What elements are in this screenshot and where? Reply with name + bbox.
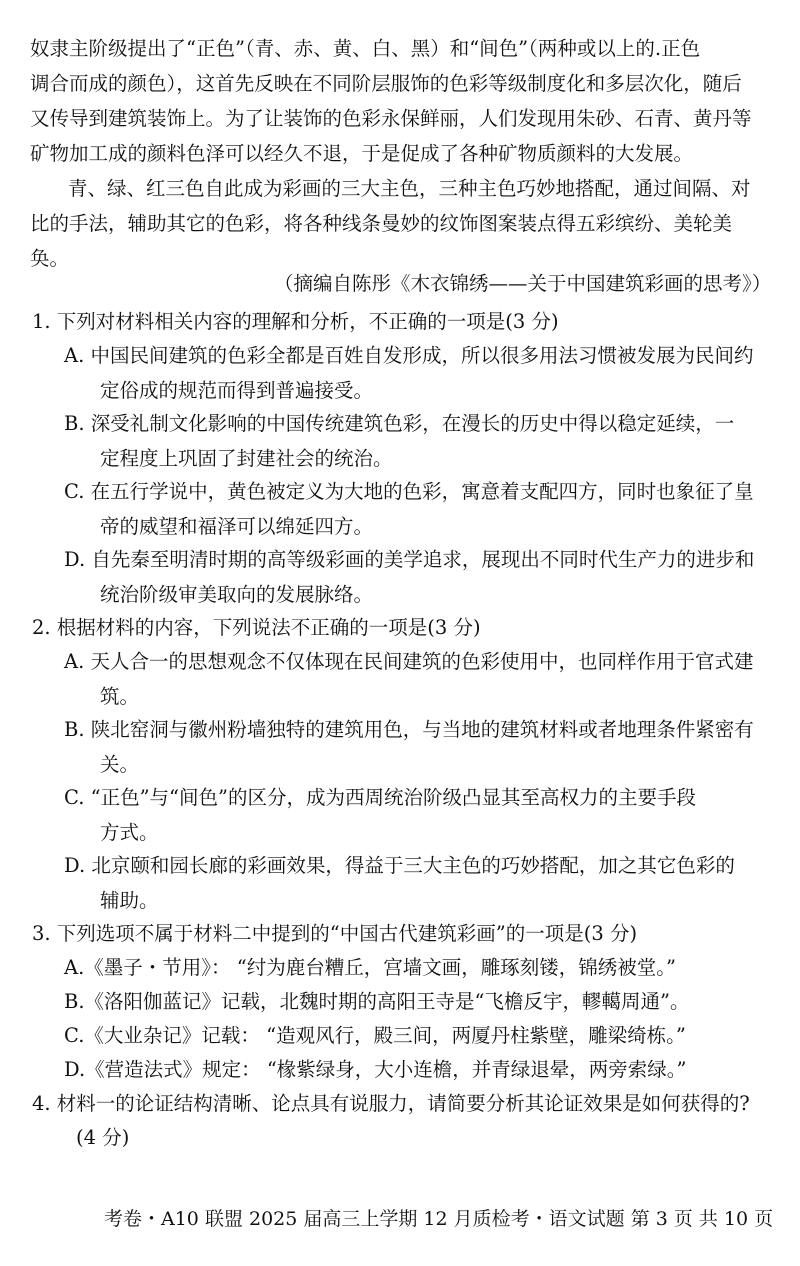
- question-stem: 4. 材料一的论证结构清晰、论点具有说服力，请简要分析其论证效果是如何获得的?: [32, 1092, 750, 1115]
- passage-line: 比的手法，辅助其它的色彩，将各种线条曼妙的纹饰图案装点得五彩缤纷、美轮美: [30, 212, 733, 235]
- option-b: B. 深受礼制文化影响的中国传统建筑色彩，在漫长的历史中得以稳定延续，一: [64, 412, 735, 435]
- option-b-cont: 关。: [100, 753, 140, 776]
- option-a: A.《墨子・节用》： “纣为鹿台糟丘，宫墙文画，雕琢刻镂，锦绣被堂。”: [64, 956, 676, 979]
- question-stem: 1. 下列对材料相关内容的理解和分析，不正确的一项是(3 分): [32, 310, 559, 333]
- option-d: D. 北京颐和园长廊的彩画效果，得益于三大主色的巧妙搭配，加之其它色彩的: [64, 854, 735, 877]
- option-d: D. 自先秦至明清时期的高等级彩画的美学追求，展现出不同时代生产力的进步和: [64, 548, 755, 571]
- passage-line: 奴隶主阶级提出了“正色”（青、赤、黄、白、黑）和“间色”（两种或以上的.正色: [30, 37, 701, 60]
- passage-source: （摘编自陈彤《木衣锦绣——关于中国建筑彩画的思考》）: [274, 272, 772, 295]
- question-stem: 2. 根据材料的内容，下列说法不正确的一项是(3 分): [32, 616, 481, 639]
- passage-line: 矿物加工成的颜料色泽可以经久不退，于是促成了各种矿物质颜料的大发展。: [30, 142, 694, 165]
- option-c: C. “正色”与“间色”的区分，成为西周统治阶级凸显其至高权力的主要手段: [64, 786, 696, 809]
- page-footer: 考卷・A10 联盟 2025 届高三上学期 12 月质检考・语文试题 第 3 页 共 10 页: [104, 1208, 774, 1230]
- option-b-cont: 定程度上巩固了封建社会的统治。: [100, 447, 393, 470]
- passage-line: 青、绿、红三色自此成为彩画的三大主色，三种主色巧妙地搭配，通过间隔、对: [68, 177, 751, 200]
- option-c: C. 在五行学说中，黄色被定义为大地的色彩，寓意着支配四方，同时也象征了皇: [64, 480, 754, 503]
- passage-line: 又传导到建筑装饰上。为了让装饰的色彩永保鲜丽，人们发现用朱砂、石青、黄丹等: [30, 107, 752, 130]
- passage-line: 奂。: [30, 247, 70, 270]
- question-score: (4 分): [76, 1126, 130, 1149]
- option-d: D.《营造法式》规定： “椽紫绿身，大小连檐，并青绿退晕，两旁索绿。”: [64, 1058, 687, 1081]
- option-a-cont: 筑。: [100, 685, 140, 708]
- option-b: B. 陕北窑洞与徽州粉墙独特的建筑用色，与当地的建筑材料或者地理条件紧密有: [64, 718, 754, 741]
- option-a: A. 天人合一的思想观念不仅体现在民间建筑的色彩使用中，也同样作用于官式建: [64, 650, 754, 673]
- option-c-cont: 帝的威望和福泽可以绵延四方。: [100, 515, 374, 538]
- option-d-cont: 统治阶级审美取向的发展脉络。: [100, 583, 374, 606]
- option-c: C.《大业杂记》记载： “造观风行，殿三间，两厦丹柱紫壁，雕梁绮栋。”: [64, 1024, 686, 1047]
- option-c-cont: 方式。: [100, 821, 159, 844]
- option-a-cont: 定俗成的规范而得到普遍接受。: [100, 379, 374, 402]
- option-d-cont: 辅助。: [100, 889, 159, 912]
- option-a: A. 中国民间建筑的色彩全都是百姓自发形成，所以很多用法习惯被发展为民间约: [64, 344, 754, 367]
- passage-line: 调合而成的颜色），这首先反映在不同阶层服饰的色彩等级制度化和多层次化，随后: [30, 72, 742, 95]
- option-b: B.《洛阳伽蓝记》记载，北魏时期的高阳王寺是“飞檐反宇，轇轕周通”。: [64, 990, 690, 1013]
- question-stem: 3. 下列选项不属于材料二中提到的“中国古代建筑彩画”的一项是(3 分): [32, 922, 638, 945]
